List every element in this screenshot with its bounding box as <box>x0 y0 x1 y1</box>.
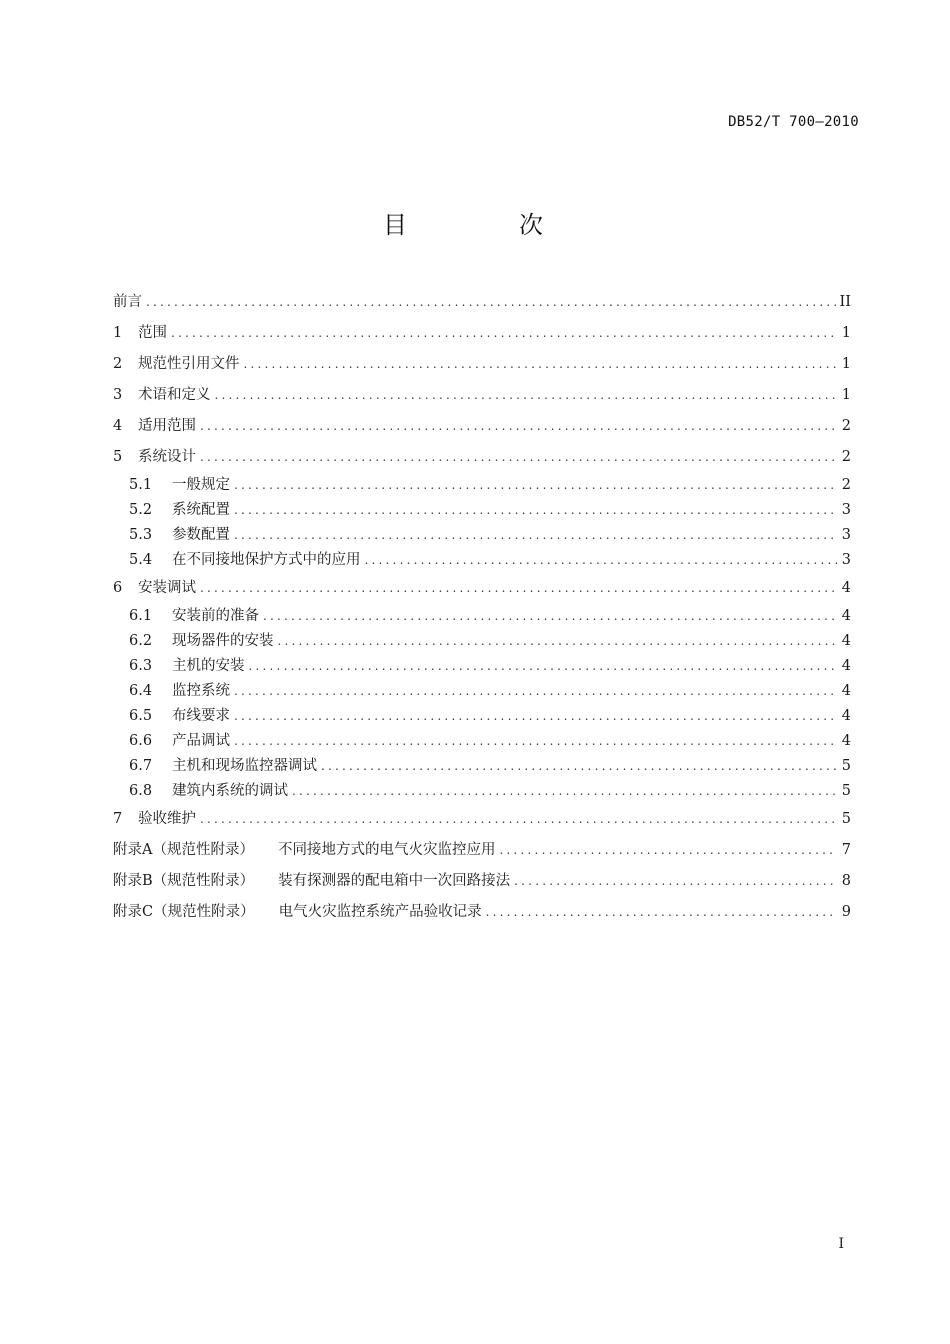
toc-entry-page: 4 <box>841 607 851 624</box>
toc-entry-number: 1 <box>113 324 123 341</box>
dot-leader <box>234 706 837 726</box>
dot-leader <box>171 323 837 343</box>
toc-entry-label: 监控系统 <box>172 682 230 699</box>
toc-title: 目 次 <box>383 211 587 239</box>
toc-entry[interactable] <box>113 410 851 441</box>
dot-leader <box>263 606 837 626</box>
toc-entry-page: II <box>839 293 851 310</box>
dot-leader <box>499 840 837 860</box>
toc-entry-page: 4 <box>841 682 851 699</box>
dot-leader <box>146 292 836 312</box>
toc-entry[interactable] <box>113 803 851 834</box>
toc-entry-page: 9 <box>841 903 851 920</box>
toc-entry[interactable] <box>113 603 851 628</box>
dot-leader <box>234 500 837 520</box>
toc-entry[interactable] <box>113 497 851 522</box>
toc-entry-number: 6.6 <box>129 732 153 749</box>
toc-entry-page: 3 <box>841 526 851 543</box>
toc-entry-number: 6.7 <box>129 757 153 774</box>
dot-leader <box>200 809 837 829</box>
table-of-contents <box>113 286 851 927</box>
dot-leader <box>215 385 838 405</box>
toc-entry[interactable] <box>113 728 851 753</box>
toc-entry[interactable] <box>113 896 851 927</box>
toc-entry-number: 6.4 <box>129 682 153 699</box>
toc-entry-page: 3 <box>841 551 851 568</box>
toc-entry-number: 2 <box>113 355 123 372</box>
toc-entry-label: 产品调试 <box>172 732 230 749</box>
toc-entry-page: 4 <box>841 657 851 674</box>
toc-entry[interactable] <box>113 628 851 653</box>
toc-entry-number: 6.5 <box>129 707 153 724</box>
toc-entry-label: 适用范围 <box>138 417 196 434</box>
document-code: DB52/T 700—2010 <box>728 114 859 130</box>
toc-entry-label: 装有探测器的配电箱中一次回路接法 <box>278 872 511 889</box>
toc-entry-page: 3 <box>841 501 851 518</box>
toc-entry-label: 建筑内系统的调试 <box>172 782 288 799</box>
toc-entry-number: 6.3 <box>129 657 153 674</box>
toc-entry-label: 主机的安装 <box>172 657 245 674</box>
toc-entry-number: 4 <box>113 417 123 434</box>
dot-leader <box>514 871 837 891</box>
toc-entry-page: 7 <box>841 841 851 858</box>
toc-entry-page: 8 <box>841 872 851 889</box>
toc-entry-page: 1 <box>841 355 851 372</box>
toc-entry-number: 5.1 <box>129 476 153 493</box>
toc-entry[interactable] <box>113 834 851 865</box>
toc-entry-label: 范围 <box>138 324 167 341</box>
toc-entry-number: 5.2 <box>129 501 153 518</box>
dot-leader <box>249 656 838 676</box>
toc-entry-number: 6.2 <box>129 632 153 649</box>
toc-entry[interactable] <box>113 653 851 678</box>
toc-entry[interactable] <box>113 286 851 317</box>
toc-entry-number: 5 <box>113 448 123 465</box>
toc-entry[interactable] <box>113 865 851 896</box>
toc-entry-number: 附录B（规范性附录） <box>113 872 255 889</box>
dot-leader <box>234 475 837 495</box>
toc-entry-number: 7 <box>113 810 123 827</box>
dot-leader <box>486 902 837 922</box>
toc-entry-label: 系统设计 <box>138 448 196 465</box>
toc-entry[interactable] <box>113 572 851 603</box>
toc-entry-label: 主机和现场监控器调试 <box>172 757 317 774</box>
toc-entry-number: 6.8 <box>129 782 153 799</box>
toc-entry-number: 6 <box>113 579 123 596</box>
dot-leader <box>234 681 837 701</box>
toc-entry[interactable] <box>113 317 851 348</box>
toc-entry-page: 2 <box>841 448 851 465</box>
toc-entry[interactable] <box>113 472 851 497</box>
toc-entry-label: 现场器件的安装 <box>172 632 274 649</box>
toc-entry-page: 5 <box>841 757 851 774</box>
dot-leader <box>292 781 837 801</box>
dot-leader <box>365 550 838 570</box>
toc-entry[interactable] <box>113 348 851 379</box>
toc-entry-label: 规范性引用文件 <box>138 355 240 372</box>
toc-entry-label: 系统配置 <box>172 501 230 518</box>
toc-entry-page: 2 <box>841 476 851 493</box>
toc-entry[interactable] <box>113 778 851 803</box>
toc-entry-label: 不同接地方式的电气火灾监控应用 <box>277 841 496 858</box>
dot-leader <box>244 354 838 374</box>
toc-entry-number: 附录C（规范性附录） <box>113 903 255 920</box>
toc-entry-number: 5.4 <box>129 551 153 568</box>
toc-entry-page: 4 <box>841 579 851 596</box>
dot-leader <box>321 756 837 776</box>
toc-entry-label: 前言 <box>113 293 142 310</box>
dot-leader <box>200 416 837 436</box>
toc-entry-label: 术语和定义 <box>138 386 211 403</box>
toc-entry-number: 5.3 <box>129 526 153 543</box>
dot-leader <box>278 631 838 651</box>
toc-entry-label: 参数配置 <box>172 526 230 543</box>
toc-entry[interactable] <box>113 379 851 410</box>
toc-entry-label: 一般规定 <box>172 476 230 493</box>
toc-entry-page: 1 <box>841 324 851 341</box>
page-number: I <box>838 1236 844 1252</box>
toc-entry-label: 布线要求 <box>172 707 230 724</box>
toc-entry[interactable] <box>113 753 851 778</box>
toc-entry[interactable] <box>113 703 851 728</box>
toc-entry[interactable] <box>113 522 851 547</box>
toc-entry-label: 电气火灾监控系统产品验收记录 <box>278 903 482 920</box>
toc-entry[interactable] <box>113 547 851 572</box>
toc-entry[interactable] <box>113 441 851 472</box>
toc-entry-label: 安装前的准备 <box>172 607 259 624</box>
toc-entry-number: 附录A（规范性附录） <box>113 841 254 858</box>
toc-entry-label: 安装调试 <box>138 579 196 596</box>
toc-entry-number: 3 <box>113 386 123 403</box>
toc-entry-page: 4 <box>841 707 851 724</box>
toc-entry-number: 6.1 <box>129 607 153 624</box>
toc-entry[interactable] <box>113 678 851 703</box>
toc-entry-page: 5 <box>841 782 851 799</box>
toc-entry-page: 2 <box>841 417 851 434</box>
toc-entry-label: 在不同接地保护方式中的应用 <box>172 551 361 568</box>
dot-leader <box>200 578 837 598</box>
dot-leader <box>234 731 837 751</box>
toc-entry-page: 4 <box>841 732 851 749</box>
toc-entry-page: 5 <box>841 810 851 827</box>
toc-entry-label: 验收维护 <box>138 810 196 827</box>
toc-entry-page: 4 <box>841 632 851 649</box>
toc-entry-page: 1 <box>841 386 851 403</box>
dot-leader <box>234 525 837 545</box>
dot-leader <box>200 447 837 467</box>
